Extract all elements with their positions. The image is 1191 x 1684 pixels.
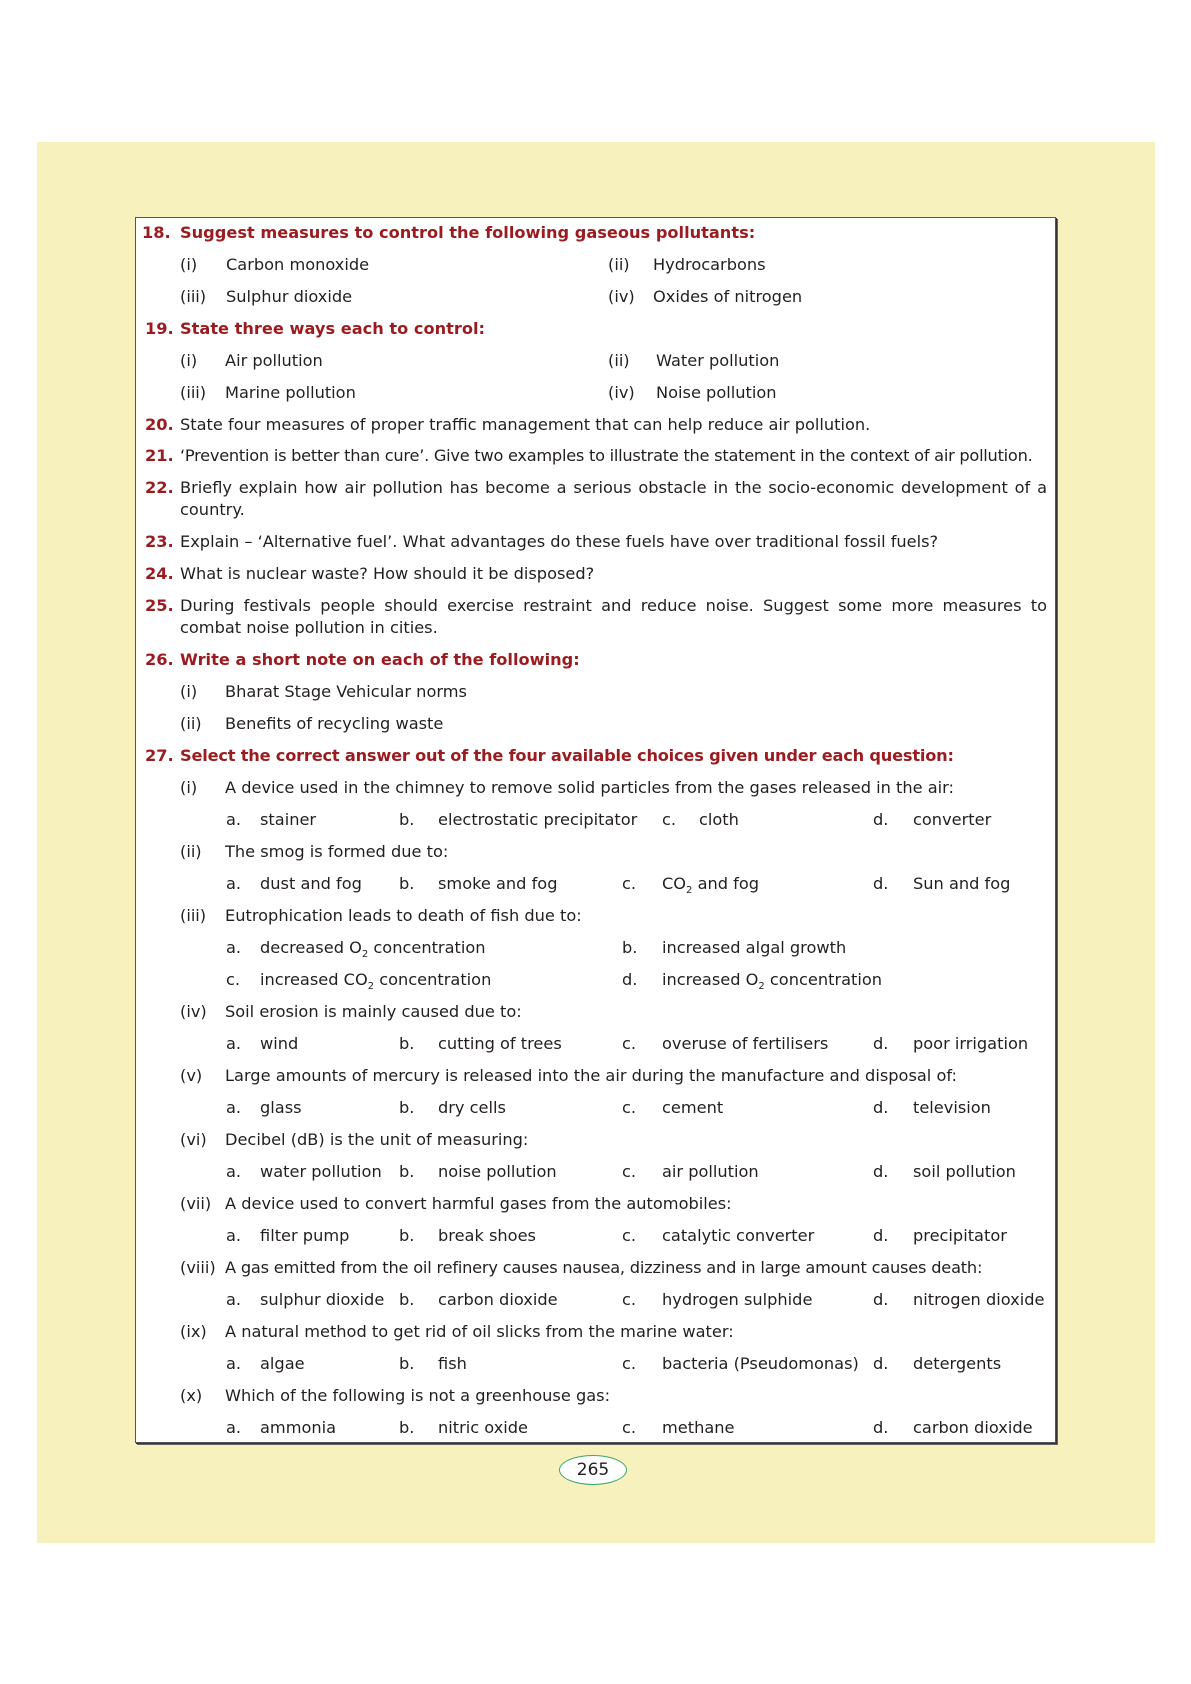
option-letter: a. xyxy=(226,1098,242,1117)
option-text: bacteria (Pseudomonas) xyxy=(662,1354,859,1373)
option-text: increased algal growth xyxy=(662,938,847,957)
option-text xyxy=(260,969,491,991)
mcq-question-text: A natural method to get rid of oil slicks from the marine water: xyxy=(225,1322,734,1341)
item-text: Benefits of recycling waste xyxy=(225,714,444,733)
question-number: 21. xyxy=(145,446,174,465)
mcq-question-text: Which of the following is not a greenhouse gas: xyxy=(225,1386,611,1405)
item-label: (ii) xyxy=(608,351,630,370)
option-letter: b. xyxy=(399,1098,415,1117)
option-text xyxy=(662,873,759,895)
option-letter: b. xyxy=(399,1418,415,1437)
item-label: (ii) xyxy=(608,255,630,274)
option-text: electrostatic precipitator xyxy=(438,810,638,829)
option-text-formula: CO xyxy=(662,874,687,893)
item-text: Marine pollution xyxy=(225,383,356,402)
item-text: Bharat Stage Vehicular norms xyxy=(225,682,467,701)
option-letter: a. xyxy=(226,1034,242,1053)
question-number: 27. xyxy=(145,746,174,765)
option-letter: b. xyxy=(622,938,638,957)
option-letter: d. xyxy=(873,1098,889,1117)
question-text: During festivals people should exercise restraint and reduce noise. Suggest some more measures to combat noise pollution in cities. xyxy=(180,596,1047,637)
mcq-label: (iv) xyxy=(180,1002,207,1021)
question-number: 18. xyxy=(142,223,171,242)
option-letter: b. xyxy=(399,810,415,829)
page-number: 265 xyxy=(559,1455,627,1485)
option-letter: c. xyxy=(622,1162,637,1181)
option-text: dust and fog xyxy=(260,874,362,893)
subscript: 2 xyxy=(367,981,375,992)
subscript: 2 xyxy=(758,981,765,992)
option-text: catalytic converter xyxy=(662,1226,815,1245)
option-letter: a. xyxy=(226,1162,242,1181)
option-letter: a. xyxy=(226,1418,242,1437)
question-text: ‘Prevention is better than cure’. Give two examples to illustrate the statement in the context of air pollution. xyxy=(180,446,1033,465)
subscript: 2 xyxy=(361,949,369,960)
option-letter: b. xyxy=(399,1226,415,1245)
mcq-question-text: A device used to convert harmful gases from the automobiles: xyxy=(225,1194,732,1213)
option-letter: d. xyxy=(622,970,638,989)
subscript: 2 xyxy=(686,885,693,896)
option-text: sulphur dioxide xyxy=(260,1290,385,1309)
option-letter: d. xyxy=(873,874,889,893)
option-text-formula: decreased O xyxy=(260,938,362,957)
option-text: Sun and fog xyxy=(913,874,1011,893)
mcq-label: (viii) xyxy=(180,1258,216,1277)
option-text: nitric oxide xyxy=(438,1418,529,1437)
option-text: methane xyxy=(662,1418,735,1437)
option-text: cloth xyxy=(699,810,739,829)
option-text: air pollution xyxy=(662,1162,759,1181)
question-text: State four measures of proper traffic management that can help reduce air pollution. xyxy=(180,415,871,434)
question-number: 19. xyxy=(145,319,174,338)
option-letter: d. xyxy=(873,1226,889,1245)
mcq-question-text: Soil erosion is mainly caused due to: xyxy=(225,1002,522,1021)
question-text: Explain – ‘Alternative fuel’. What advantages do these fuels have over traditional fossil fuels? xyxy=(180,532,939,551)
item-label: (i) xyxy=(180,255,198,274)
option-letter: c. xyxy=(622,874,637,893)
option-text: ammonia xyxy=(260,1418,337,1437)
option-letter: c. xyxy=(662,810,677,829)
question-heading: State three ways each to control: xyxy=(180,319,485,338)
option-text: algae xyxy=(260,1354,305,1373)
option-letter: c. xyxy=(622,1418,637,1437)
option-text: fish xyxy=(438,1354,467,1373)
option-text: stainer xyxy=(260,810,317,829)
option-text: filter pump xyxy=(260,1226,350,1245)
mcq-question-text: A device used in the chimney to remove solid particles from the gases released in the air: xyxy=(225,778,954,797)
option-text: water pollution xyxy=(260,1162,382,1181)
mcq-label: (iii) xyxy=(180,906,207,925)
option-letter: a. xyxy=(226,1354,242,1373)
option-letter: b. xyxy=(399,1034,415,1053)
item-text: Oxides of nitrogen xyxy=(653,287,803,306)
mcq-label: (x) xyxy=(180,1386,203,1405)
mcq-label: (ii) xyxy=(180,842,202,861)
question-heading: Select the correct answer out of the four available choices given under each question: xyxy=(180,746,954,765)
option-text xyxy=(260,937,486,959)
option-text: wind xyxy=(260,1034,299,1053)
question-heading: Write a short note on each of the following: xyxy=(180,650,580,669)
option-letter: c. xyxy=(622,1290,637,1309)
mcq-label: (i) xyxy=(180,778,198,797)
option-text: precipitator xyxy=(913,1226,1007,1245)
item-text: Hydrocarbons xyxy=(653,255,766,274)
option-text: soil pollution xyxy=(913,1162,1016,1181)
question-number: 26. xyxy=(145,650,174,669)
item-text: Sulphur dioxide xyxy=(226,287,353,306)
mcq-question-text: The smog is formed due to: xyxy=(225,842,449,861)
option-letter: a. xyxy=(226,810,242,829)
option-text: television xyxy=(913,1098,991,1117)
option-text-rest: concentration xyxy=(368,938,486,957)
option-text: nitrogen dioxide xyxy=(913,1290,1045,1309)
option-text: smoke and fog xyxy=(438,874,558,893)
item-label: (iii) xyxy=(180,287,207,306)
question-number: 25. xyxy=(145,596,174,615)
option-letter: c. xyxy=(622,1098,637,1117)
option-letter: d. xyxy=(873,1162,889,1181)
option-letter: c. xyxy=(622,1034,637,1053)
option-letter: a. xyxy=(226,938,242,957)
question-number: 23. xyxy=(145,532,174,551)
option-text: carbon dioxide xyxy=(913,1418,1033,1437)
mcq-question-text: Large amounts of mercury is released into the air during the manufacture and disposal of: xyxy=(225,1066,957,1085)
item-label: (ii) xyxy=(180,714,202,733)
option-text-formula: increased CO xyxy=(260,970,368,989)
item-label: (i) xyxy=(180,682,198,701)
option-letter: d. xyxy=(873,810,889,829)
mcq-question-text: Eutrophication leads to death of fish due to: xyxy=(225,906,582,925)
option-text: dry cells xyxy=(438,1098,506,1117)
option-text xyxy=(662,969,882,991)
option-text: cement xyxy=(662,1098,724,1117)
question-text: What is nuclear waste? How should it be disposed? xyxy=(180,564,595,583)
option-text: break shoes xyxy=(438,1226,536,1245)
mcq-label: (v) xyxy=(180,1066,203,1085)
option-text-rest: and fog xyxy=(692,874,760,893)
option-letter: a. xyxy=(226,1290,242,1309)
option-text: hydrogen sulphide xyxy=(662,1290,813,1309)
option-letter: b. xyxy=(399,874,415,893)
option-letter: d. xyxy=(873,1290,889,1309)
mcq-question-text: Decibel (dB) is the unit of measuring: xyxy=(225,1130,529,1149)
option-text-rest: concentration xyxy=(764,970,883,989)
mcq-label: (vii) xyxy=(180,1194,212,1213)
option-text-rest: concentration xyxy=(374,970,492,989)
item-label: (i) xyxy=(180,351,198,370)
item-text: Carbon monoxide xyxy=(226,255,370,274)
mcq-label: (ix) xyxy=(180,1322,207,1341)
option-text: noise pollution xyxy=(438,1162,557,1181)
option-letter: c. xyxy=(226,970,241,989)
option-text: poor irrigation xyxy=(913,1034,1029,1053)
question-number: 22. xyxy=(145,478,174,497)
item-label: (iii) xyxy=(180,383,207,402)
option-letter: d. xyxy=(873,1354,889,1373)
option-letter: a. xyxy=(226,874,242,893)
question-number: 24. xyxy=(145,564,174,583)
question-number: 20. xyxy=(145,415,174,434)
item-text: Noise pollution xyxy=(656,383,777,402)
option-letter: d. xyxy=(873,1418,889,1437)
option-letter: b. xyxy=(399,1354,415,1373)
option-text: converter xyxy=(913,810,992,829)
item-text: Water pollution xyxy=(656,351,780,370)
mcq-label: (vi) xyxy=(180,1130,207,1149)
question-heading: Suggest measures to control the following gaseous pollutants: xyxy=(180,223,756,242)
option-text-formula: increased O xyxy=(662,970,759,989)
option-text: glass xyxy=(260,1098,302,1117)
item-label: (iv) xyxy=(608,287,635,306)
item-text: Air pollution xyxy=(225,351,323,370)
option-text: overuse of fertilisers xyxy=(662,1034,829,1053)
option-text: carbon dioxide xyxy=(438,1290,558,1309)
option-letter: b. xyxy=(399,1162,415,1181)
question-text: Briefly explain how air pollution has become a serious obstacle in the socio-economic development of a country. xyxy=(180,478,1047,519)
option-letter: c. xyxy=(622,1354,637,1373)
option-letter: a. xyxy=(226,1226,242,1245)
option-letter: d. xyxy=(873,1034,889,1053)
option-text: cutting of trees xyxy=(438,1034,562,1053)
option-letter: b. xyxy=(399,1290,415,1309)
option-letter: c. xyxy=(622,1226,637,1245)
mcq-question-text: A gas emitted from the oil refinery causes nausea, dizziness and in large amount causes death: xyxy=(225,1258,983,1277)
option-text: detergents xyxy=(913,1354,1002,1373)
item-label: (iv) xyxy=(608,383,635,402)
